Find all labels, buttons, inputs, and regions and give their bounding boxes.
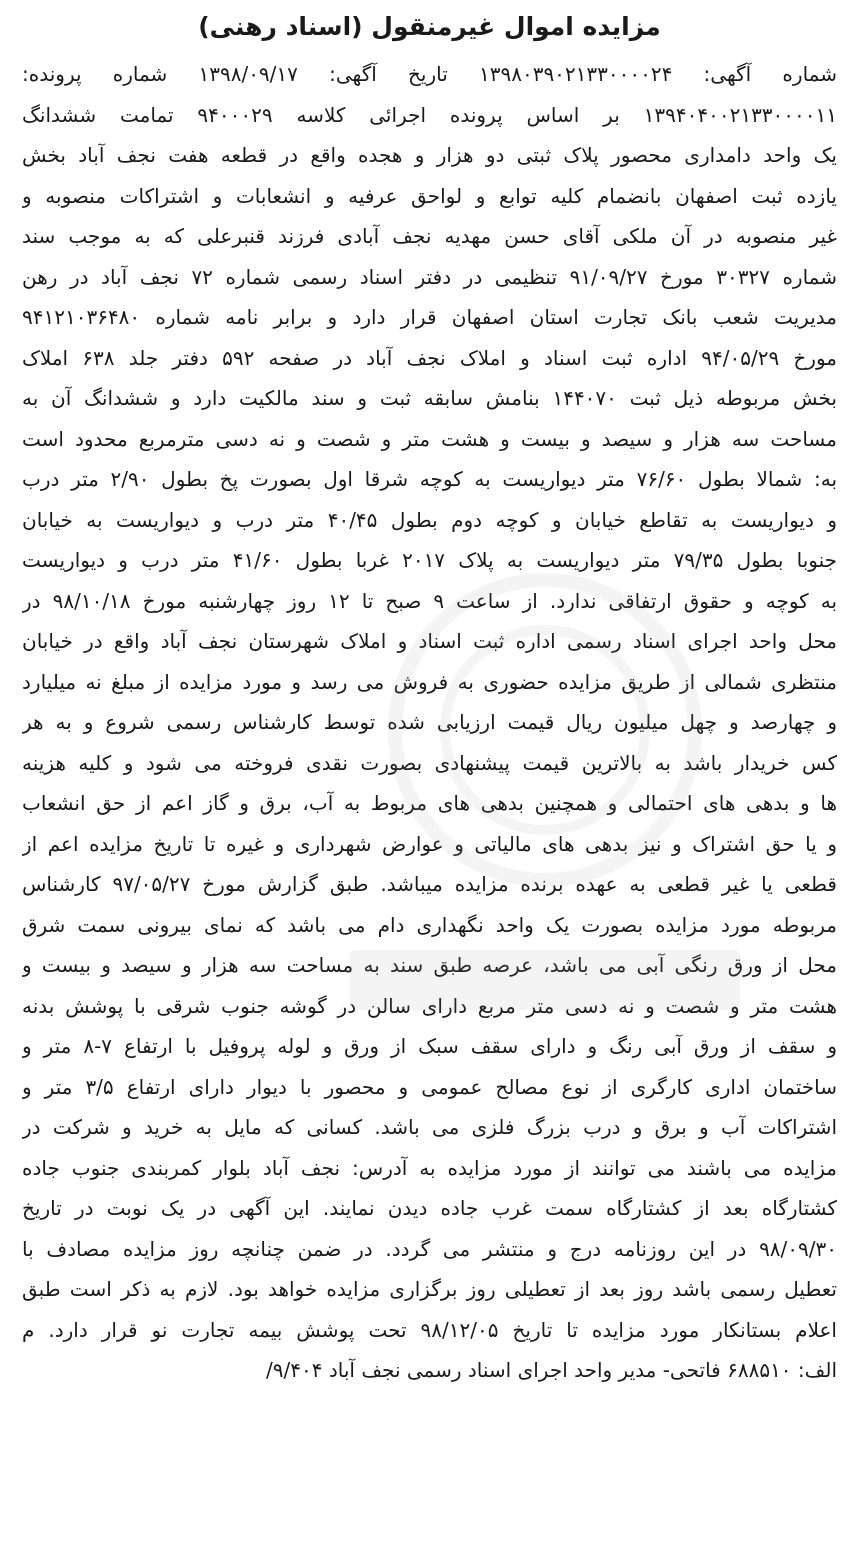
notice-line: مورخ ۹۴/۰۵/۲۹ اداره ثبت اسناد و املاک نجف آباد در صفحه ۵۹۲ دفتر جلد ۶۳۸ املاک [22,345,837,370]
notice-line: بخش مربوطه ذیل ثبت ۱۴۴۰۷۰ بنامش سابقه ثبت و سند مالکیت دارد و ششدانگ آن به [22,386,837,410]
notice-body [22,54,837,1391]
notice-line: ۹۸/۰۹/۳۰ در این روزنامه درج و منتشر می گردد. در ضمن چنانچه روز مزایده مصادف با [22,1236,837,1261]
notice-line: به کوچه و حقوق ارتفاقی ندارد. از ساعت ۹ صبح تا ۱۲ روز چهارشنبه مورخ ۹۸/۱۰/۱۸ در [22,588,837,613]
notice-line: مدیریت شعب بانک تجارت استان اصفهان قرار دارد و برابر نامه شماره ۹۴۱۲۱۰۳۶۴۸۰ [22,305,837,329]
notice-line: غیر منصوبه در آن ملکی آقای حسن مهدیه نجف آبادی فرزند قنبرعلی که به موجب سند [22,224,837,248]
notice-line: مساحت سه هزار و سیصد و بیست و هشت متر و شصت و نه دسی مترمربع محدود است [22,426,837,451]
notice-line: شماره آگهی: ۱۳۹۸۰۳۹۰۲۱۳۳۰۰۰۰۲۴ تاریخ آگهی: ۱۳۹۸/۰۹/۱۷ شماره پرونده: [22,62,837,86]
notice-line: ها و بدهی های احتمالی و همچنین بدهی های مربوط به آب، برق و گاز اعم از حق انشعاب [22,791,837,815]
notice-line: جنوبا بطول ۷۹/۳۵ متر دیواریست به پلاک ۲۰۱۷ غربا بطول ۴۱/۶۰ متر درب و دیواریست [22,548,837,572]
notice-line: و یا حق اشتراک و نیز بدهی های مالیاتی و عوارض شهرداری و غیره تا تاریخ مزایده اعم از [22,831,837,856]
notice-line: قطعی یا غیر قطعی به عهده برنده مزایده میباشد. طبق گزارش مورخ ۹۷/۰۵/۲۷ کارشناس [22,872,837,896]
notice-line: یک واحد دامداری محصور پلاک ثبتی دو هزار و هجده واقع در قطعه هفت نجف آباد بخش [22,143,837,167]
notice-line: و دیواریست به تقاطع خیابان و کوچه دوم بطول ۴۰/۴۵ متر درب و دیواریست به خیابان [22,507,837,532]
notice-line: کشتارگاه بعد از کشتارگاه سمت غرب جاده دیدن نمایند. این آگهی در یک نوبت در تاریخ [22,1196,837,1220]
notice-line: و چهارصد و چهل میلیون ریال قیمت ارزیابی شده توسط کارشناس رسمی شروع و به هر [22,710,837,734]
notice-signature-line: الف: ۶۸۸۵۱۰ فاتحی- مدیر واحد اجرای اسناد رسمی نجف آباد ۹/۴۰۴/ [266,1358,837,1382]
notice-line: شماره ۳۰۳۲۷ مورخ ۹۱/۰۹/۲۷ تنظیمی در دفتر اسناد رسمی شماره ۷۲ نجف آباد در رهن [22,264,837,289]
notice-line: به: شمالا بطول ۷۶/۶۰ متر دیواریست به کوچه شرقا اول بصورت پخ بطول ۲/۹۰ متر درب [22,467,837,491]
notice-line: کس خریدار باشد به بالاترین قیمت پیشنهادی بصورت نقدی فروخته می شود و کلیه هزینه [22,750,837,775]
notice-line: محل از ورق رنگی آبی می باشد، عرصه طبق سند به مساحت سه هزار و سیصد و بیست و [22,953,837,977]
notice-line: هشت متر و شصت و نه دسی متر مربع دارای سالن در گوشه جنوب شرقی با پوشش بدنه [22,993,837,1018]
notice-title: مزایده اموال غیرمنقول (اسناد رهنی) [198,12,661,41]
notice-line: مزایده می باشند می توانند از مورد مزایده به آدرس: نجف آباد بلوار کمربندی جنوب جاده [22,1155,837,1180]
notice-line: ۱۳۹۴۰۴۰۰۲۱۳۳۰۰۰۰۱۱ بر اساس پرونده اجرائی کلاسه ۹۴۰۰۰۲۹ تمامت ششدانگ [22,102,837,127]
notice-line: و سقف از ورق آبی رنگ و دارای سقف سبک از ورق و لوله پروفیل با ارتفاع ۷-۸ متر و [22,1034,837,1058]
notice-line: یازده ثبت اصفهان بانضمام کلیه توابع و لواحق عرفیه و انشعابات و اشتراکات منصوبه و [22,183,837,208]
notice-line: اشتراکات آب و برق و درب بزرگ فلزی می باشد. کسانی که مایل به خرید و شرکت در [22,1115,837,1139]
notice-line: منتظری شمالی از طریق مزایده حضوری به فروش می رسد و مورد مزایده از مبلغ نه میلیارد [22,669,837,694]
notice-line: مربوطه مورد مزایده بصورت یک واحد نگهداری دام می باشد که نمای بیرونی سمت شرق [22,912,837,937]
notice-line: تعطیل رسمی باشد روز بعد از تعطیلی روز برگزاری مزایده خواهد بود. لازم به ذکر است طبق [22,1277,837,1301]
notice-line: اعلام بستانکار مورد مزایده تا تاریخ ۹۸/۱۲/۰۵ تحت پوشش بیمه تجارت نو قرار دارد. م [22,1317,837,1342]
notice-line: ساختمان اداری کارگری از نوع مصالح عمومی و محصور با دیوار دارای ارتفاع ۳/۵ متر و [22,1074,837,1099]
notice-line: محل واحد اجرای اسناد رسمی اداره ثبت اسناد و املاک شهرستان نجف آباد واقع در خیابان [22,629,837,653]
